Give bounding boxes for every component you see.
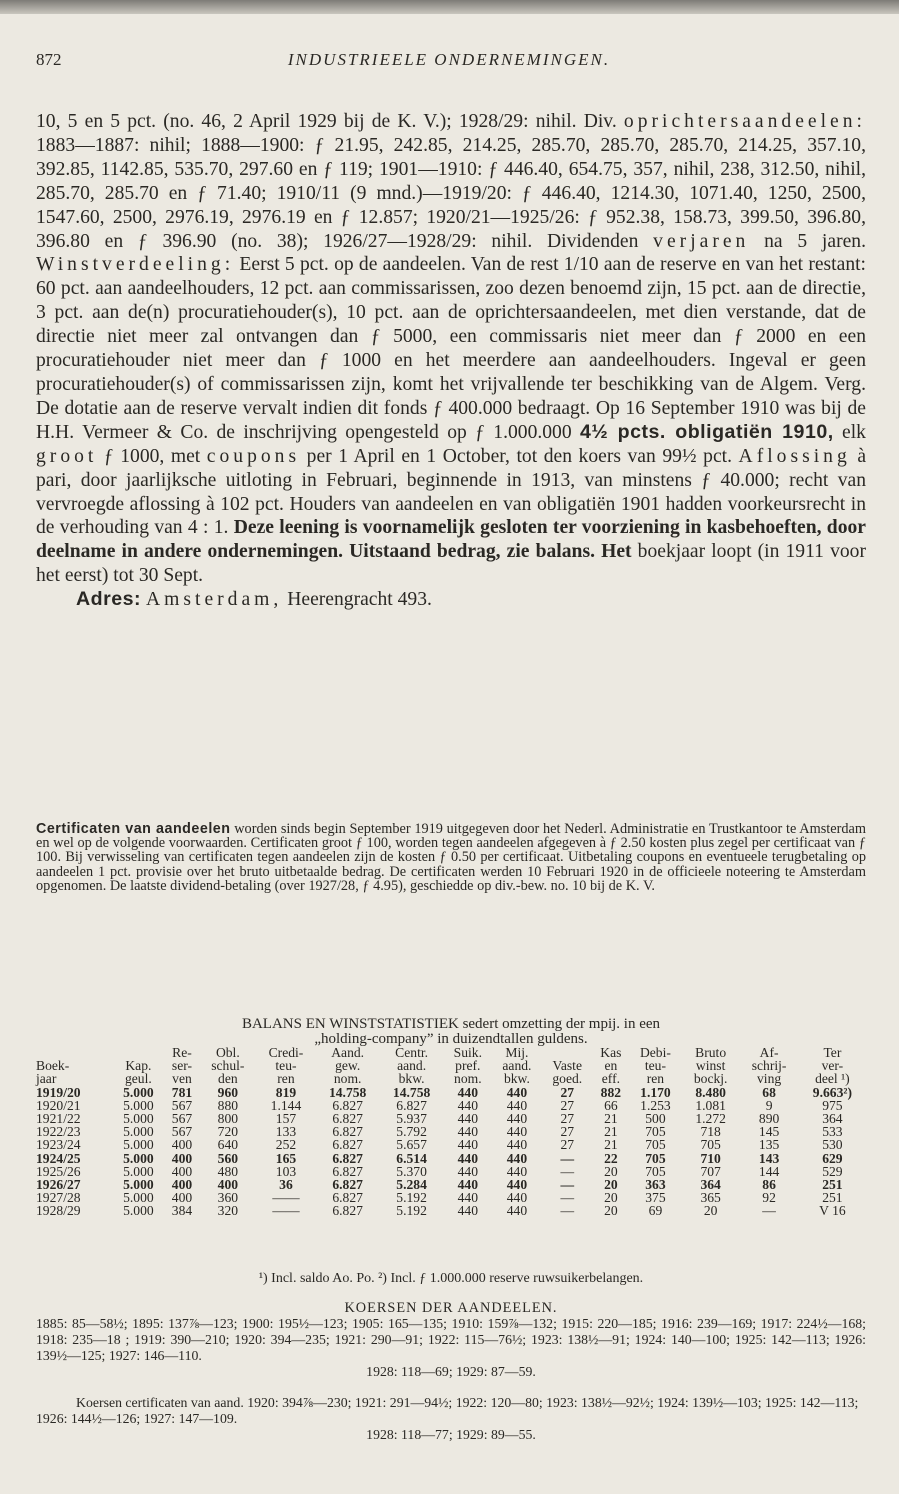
table-cell: 440: [457, 1084, 479, 1100]
certificates-section: [36, 822, 866, 893]
column-header: Boek-: [36, 1058, 70, 1074]
table-cell: 252: [275, 1137, 297, 1153]
column-header: ren: [277, 1071, 295, 1087]
column-header: geul.: [124, 1071, 152, 1087]
table-cell: 5.000: [123, 1203, 154, 1219]
table-cell: 567: [171, 1124, 193, 1140]
column-header: ven: [172, 1071, 192, 1087]
table-cell: 8.480: [695, 1084, 726, 1100]
table-cell: 1926/27: [36, 1177, 81, 1193]
address-label: Adres:: [76, 588, 142, 611]
table-cell: 533: [822, 1124, 843, 1140]
certificates-heading: Certificaten van aandeelen: [36, 821, 231, 837]
certificate-prices: Koersen certificaten van aand. 1920: 394⅞—230; 1921: 291—94½; 1922: 120—80; 1923: 138½—92½; 1924: 139½—103; 1925: 142—113; 1926: 144½—126; 1927: 147—109. 1928: 118—77; 1929: 89—55.: [36, 1395, 859, 1442]
table-cell: 6.827: [396, 1097, 427, 1113]
table-cell: 440: [506, 1203, 528, 1219]
table-cell: 440: [457, 1203, 479, 1219]
table-cell: 5.370: [396, 1163, 427, 1179]
table-cell: 705: [645, 1150, 666, 1166]
main-text: [36, 110, 866, 612]
address-line: [36, 588, 866, 612]
table-cell: 103: [275, 1163, 297, 1179]
column-header: Credi-: [268, 1045, 304, 1060]
table-row: [36, 1099, 866, 1112]
table-cell: 165: [275, 1150, 297, 1166]
table-cell: 21: [604, 1111, 618, 1127]
table-footnote: ¹) Incl. saldo Ao. Po. ²) Incl. ƒ 1.000.000 reserve ruwsuikerbelangen.: [258, 1271, 644, 1286]
table-cell: 5.000: [123, 1177, 154, 1193]
column-header: Bruto: [695, 1045, 727, 1060]
table-cell: 400: [171, 1150, 193, 1166]
table-cell: ——: [272, 1203, 300, 1219]
table-row: [36, 1086, 866, 1099]
column-header: Suik.: [453, 1045, 482, 1060]
column-header: ving: [757, 1071, 782, 1087]
table-cell: —: [560, 1203, 575, 1219]
table-cell: 6.827: [332, 1150, 363, 1166]
table-cell: 440: [457, 1137, 479, 1153]
column-header: pref.: [455, 1058, 481, 1074]
column-header: ver-: [821, 1058, 844, 1074]
column-header: Aand.: [331, 1045, 365, 1060]
table-cell: 6.827: [332, 1190, 363, 1206]
spaced-label: verjaren: [653, 230, 750, 252]
table-cell: 20: [604, 1177, 618, 1193]
column-header: bockj.: [693, 1071, 728, 1087]
stats-title: BALANS EN WINSTSTATISTIEK sedert omzetting der mpij. in een „holding-company” in duizendtallen guldens.: [241, 1016, 661, 1047]
table-cell: 819: [275, 1084, 297, 1100]
table-cell: 69: [648, 1203, 663, 1219]
table-cell: —: [560, 1177, 575, 1193]
table-cell: 14.758: [328, 1084, 367, 1100]
column-header: Debi-: [639, 1045, 671, 1060]
spaced-label: groot: [36, 445, 98, 467]
table-cell: 1928/29: [36, 1203, 81, 1219]
column-header: winst: [695, 1058, 726, 1074]
table-cell: 365: [700, 1190, 721, 1206]
table-cell: 440: [457, 1163, 479, 1179]
table-row: [36, 1152, 866, 1165]
table-cell: 1.144: [270, 1097, 302, 1113]
column-header: nom.: [454, 1071, 482, 1087]
table-cell: 157: [275, 1111, 297, 1127]
column-header: Ter: [823, 1045, 842, 1060]
table-cell: 27: [560, 1084, 575, 1100]
table-cell: 440: [457, 1097, 479, 1113]
table-cell: 364: [700, 1177, 721, 1193]
table-cell: ——: [272, 1190, 300, 1206]
table-cell: 440: [506, 1084, 528, 1100]
column-header: deel ¹): [815, 1071, 850, 1087]
spaced-label: Aflossing: [738, 445, 851, 467]
table-cell: 975: [822, 1097, 843, 1113]
table-cell: 529: [822, 1163, 843, 1179]
table-cell: 364: [822, 1111, 843, 1127]
table-row: [36, 1178, 866, 1191]
table-cell: 440: [506, 1111, 528, 1127]
table-cell: 27: [560, 1097, 575, 1113]
table-cell: 5.000: [123, 1163, 154, 1179]
table-cell: 5.000: [123, 1124, 154, 1140]
table-cell: 781: [171, 1084, 193, 1100]
table-cell: 27: [560, 1124, 575, 1140]
table-header-row: [36, 1046, 866, 1059]
column-header: Af-: [759, 1045, 779, 1060]
table-cell: 440: [457, 1190, 479, 1206]
table-cell: 5.192: [396, 1203, 427, 1219]
table-cell: 6.827: [332, 1177, 363, 1193]
table-cell: V 16: [819, 1203, 846, 1219]
table-cell: 400: [171, 1177, 193, 1193]
column-header: ser-: [171, 1058, 193, 1074]
table-cell: 6.827: [332, 1124, 363, 1140]
column-header: den: [218, 1071, 238, 1087]
column-header: Vaste: [552, 1058, 582, 1074]
page-header: [36, 50, 862, 76]
certificates-text: worden sinds begin September 1919 uitgegeven door het Nederl. Administratie en Trustkantoor te Amsterdam en wel op de volgende voorwaarden. Certificaten groot ƒ 100, worden tegen aandeelen afgegeven à ƒ 2.50 kosten plus zegel per certificaat van ƒ 100. Bij verwisseling van certificaten tegen aandeelen zijn de kosten ƒ 0.50 per certificaat. Uitbetaling coupons en eventueele terugbetaling op aandeelen 1 pct. provisie over het bruto uitbetaalde bedrag. De certificaten werden 10 Februari 1920 in de officieele noteering te Amsterdam opgenomen. De laatste dividend-betaling (over 1927/28, ƒ 4.95), geschiedde op div.-bew. no. 10 bij de K. V.: [36, 821, 866, 894]
table-cell: 5.284: [396, 1177, 427, 1193]
table-cell: 480: [217, 1163, 239, 1179]
column-header: bkw.: [503, 1071, 530, 1087]
table-cell: 5.000: [123, 1150, 154, 1166]
table-cell: 27: [560, 1111, 575, 1127]
table-row: [36, 1125, 866, 1138]
paragraph: 10, 5 en 5 pct. (no. 46, 2 April 1929 bij de K. V.); 1928/29: nihil. Div. oprichtersaandeelen: 1883—1887: nihil; 1888—1900: ƒ 21.95, 242.85, 214.25, 285.70, 285.70, 285.70, 214.25, 357.10, 392.85, 1142.85, 535.70, 297.60 en ƒ 119; 1901—1910: ƒ 446.40, 654.75, 357, nihil, 238, 312.50, nihil, 285.70, 285.70 en ƒ 71.40; 1910/11 (9 mnd.)—1919/20: ƒ 446.40, 1214.30, 1071.40, 1250, 2500, 1547.60, 2500, 2976.19, 2976.19 en ƒ 12.857; 1920/21—1925/26: ƒ 952.38, 158.73, 399.50, 396.80, 396.80 en ƒ 396.90 (no. 38); 1926/27—1928/29: nihil. Dividenden verjaren na 5 jaren. Winstverdeeling: Eerst 5 pct. op de aandeelen. Van de rest 1/10 aan de reserve en van het restant: 60 pct. aan aandeelhouders, 12 pct. aan commissarissen, zoo dezen benoemd zijn, 15 pct. aan de directie, 3 pct. aan de(n) procuratiehouder(s), 10 pct. aan de oprichtersaandeelen, met dien verstande, dat de directie niet meer zal ontvangen dan ƒ 5000, een commissaris niet meer dan ƒ 2000 en een procuratiehouder niet meer dan ƒ 1000 en het meerdere aan aandeelhouders. Ingeval er geen procuratiehouder(s) of commissarissen zijn, komt het vrijvallende ter beschikking van de Algem. Verg. De dotatie aan de reserve vervalt indien dit fonds ƒ 400.000 bedraagt. Op 16 September 1910 was bij de H.H. Vermeer & Co. de inschrijving opengesteld op ƒ 1.000.000 4½ pcts. obligatiën 1910, elk groot ƒ 1000, met coupons per 1 April en 1 October, tot den koers van 99½ pct. Aflossing à pari, door jaarlijksche uitloting in Februari, beginnende in 1913, van minstens ƒ 40.000; recht van vervroegde aflossing à 102 pct. Houders van aandeelen en van obligatiën 1901 hadden voorkeursrecht in de verhouding van 4 : 1. Deze leening is voornamelijk gesloten ter voorziening in kasbehoeften, door deelname in andere ondernemingen. Uitstaand bedrag, zie balans. Het boekjaar loopt (in 1911 voor het eerst) tot 30 Sept.: [36, 111, 867, 587]
table-cell: 1.170: [640, 1084, 671, 1100]
table-cell: 135: [758, 1137, 780, 1153]
table-cell: 20: [604, 1163, 618, 1179]
table-cell: 21: [604, 1124, 618, 1140]
table-cell: 5.000: [123, 1111, 154, 1127]
table-header-row: [36, 1072, 866, 1085]
table-row: [36, 1204, 866, 1217]
table-cell: 144: [758, 1163, 780, 1179]
table-cell: 5.000: [123, 1137, 154, 1153]
table-cell: 1923/24: [36, 1137, 81, 1153]
table-cell: 363: [645, 1177, 666, 1193]
table-cell: 6.827: [332, 1137, 363, 1153]
table-cell: 440: [506, 1097, 528, 1113]
table-cell: 375: [645, 1190, 666, 1206]
table-cell: 27: [560, 1137, 575, 1153]
table-cell: 20: [703, 1203, 718, 1219]
table-cell: 6.827: [332, 1203, 363, 1219]
table-cell: 710: [700, 1150, 721, 1166]
table-cell: 880: [217, 1097, 239, 1113]
share-prices-title: KOERSEN DER AANDEELEN.: [344, 1300, 558, 1316]
column-header: Kap.: [125, 1058, 152, 1074]
table-cell: 5.792: [396, 1124, 427, 1140]
table-cell: 707: [700, 1163, 721, 1179]
column-header: schrij-: [751, 1058, 787, 1074]
running-title: INDUSTRIEELE ONDERNEMINGEN.: [287, 50, 611, 69]
column-header: Kas: [600, 1045, 622, 1060]
column-header: teu-: [275, 1058, 297, 1074]
column-header: Mij.: [505, 1045, 529, 1060]
table-cell: 440: [506, 1177, 528, 1193]
spaced-label: coupons: [206, 445, 301, 467]
table-cell: 320: [217, 1203, 239, 1219]
table-cell: 21: [604, 1137, 618, 1153]
column-header: Centr.: [395, 1045, 429, 1060]
spaced-label: Winstverdeeling:: [36, 254, 235, 276]
table-cell: 6.827: [332, 1097, 363, 1113]
column-header: Re-: [172, 1045, 192, 1060]
table-cell: —: [762, 1203, 776, 1219]
scan-edge: [0, 0, 899, 14]
table-cell: 500: [645, 1111, 666, 1127]
table-cell: 705: [645, 1137, 666, 1153]
table-cell: —: [560, 1150, 575, 1166]
table-header-row: [36, 1059, 866, 1072]
column-header: teu-: [644, 1058, 666, 1074]
table-cell: 567: [171, 1111, 193, 1127]
table-cell: 1920/21: [36, 1097, 81, 1113]
table-cell: 6.827: [332, 1111, 363, 1127]
table-cell: —: [560, 1190, 575, 1206]
table-cell: 92: [762, 1190, 776, 1206]
table-cell: 68: [762, 1084, 776, 1100]
table-cell: 5.657: [396, 1137, 427, 1153]
table-cell: 5.000: [123, 1190, 154, 1206]
table-cell: 440: [506, 1137, 528, 1153]
column-header: nom.: [333, 1071, 362, 1087]
share-prices: 1885: 85—58½; 1895: 137⅞—123; 1900: 195½—123; 1905: 165—135; 1910: 159⅞—132; 1915: 220—185; 1916: 239—169; 1917: 224½—168; 1918: 235—18 ; 1919: 390—210; 1920: 394—235; 1921: 290—91; 1922: 115—76½; 1923: 138½—91; 1924: 140—100; 1925: 142—113; 1926: 139½—125; 1927: 146—110. 1928: 118—69; 1929: 87—59.: [36, 1316, 866, 1379]
table-cell: 251: [822, 1177, 843, 1193]
table-cell: 440: [506, 1150, 528, 1166]
table-cell: 143: [758, 1150, 780, 1166]
table-cell: 5.000: [123, 1084, 154, 1100]
table-cell: 890: [758, 1111, 780, 1127]
table-row: [36, 1112, 866, 1125]
table-cell: 20: [604, 1190, 618, 1206]
table-cell: 567: [171, 1097, 193, 1113]
table-cell: 251: [822, 1190, 843, 1206]
table-cell: 718: [700, 1124, 721, 1140]
table-cell: 400: [171, 1190, 193, 1206]
spaced-label: oprichtersaandeelen:: [623, 111, 866, 132]
table-cell: 1921/22: [36, 1111, 81, 1127]
column-header: gew.: [335, 1058, 361, 1074]
address-city: Amsterdam,: [145, 589, 283, 611]
table-cell: 66: [604, 1097, 618, 1113]
column-header: eff.: [601, 1071, 620, 1087]
table-cell: 640: [217, 1137, 239, 1153]
table-cell: 720: [217, 1124, 239, 1140]
table-cell: 9.663²): [812, 1084, 852, 1100]
table-cell: 400: [217, 1177, 239, 1193]
table-cell: 629: [822, 1150, 843, 1166]
table-cell: 800: [217, 1111, 239, 1127]
address-street: Heerengracht 493.: [287, 589, 432, 611]
table-cell: 1919/20: [36, 1084, 81, 1100]
table-cell: 440: [457, 1111, 479, 1127]
table-cell: 22: [604, 1150, 618, 1166]
table-row: [36, 1138, 866, 1151]
balance-table: [36, 1046, 866, 1218]
table-cell: 86: [762, 1177, 776, 1193]
table-cell: 960: [217, 1084, 239, 1100]
column-header: aand.: [502, 1058, 532, 1074]
table-cell: 1922/23: [36, 1124, 81, 1140]
table-cell: 1.272: [695, 1111, 726, 1127]
column-header: en: [604, 1058, 618, 1074]
table-row: [36, 1165, 866, 1178]
table-cell: 5.000: [123, 1097, 154, 1113]
table-cell: 360: [217, 1190, 239, 1206]
column-header: jaar: [36, 1071, 57, 1087]
column-header: Obl.: [215, 1045, 240, 1060]
table-cell: 133: [275, 1124, 297, 1140]
table-cell: 440: [457, 1177, 479, 1193]
table-cell: 440: [457, 1124, 479, 1140]
table-cell: 440: [506, 1124, 528, 1140]
table-cell: 400: [171, 1137, 193, 1153]
column-header: ren: [646, 1071, 665, 1087]
table-cell: 384: [171, 1203, 193, 1219]
table-cell: 145: [758, 1124, 780, 1140]
table-cell: 36: [279, 1177, 293, 1193]
column-header: bkw.: [398, 1071, 425, 1087]
table-cell: 560: [217, 1150, 239, 1166]
table-cell: 705: [645, 1124, 666, 1140]
table-cell: 20: [604, 1203, 618, 1219]
column-header: schul-: [211, 1058, 245, 1074]
page-number: 872: [36, 50, 62, 69]
table-row: [36, 1191, 866, 1204]
table-cell: 440: [457, 1150, 479, 1166]
table-cell: 1924/25: [36, 1150, 81, 1166]
table-cell: 6.514: [396, 1150, 427, 1166]
table-cell: 705: [700, 1137, 721, 1153]
table-cell: 1.253: [640, 1097, 671, 1113]
table-cell: 440: [506, 1190, 528, 1206]
table-cell: 14.758: [392, 1084, 431, 1100]
bond-heading: 4½ pcts. obligatiën 1910,: [580, 420, 834, 443]
table-cell: 6.827: [332, 1163, 363, 1179]
table-cell: 400: [171, 1163, 193, 1179]
table-cell: —: [560, 1163, 575, 1179]
table-cell: 5.937: [396, 1111, 427, 1127]
table-cell: 440: [506, 1163, 528, 1179]
column-header: goed.: [552, 1071, 583, 1087]
table-cell: 705: [645, 1163, 666, 1179]
table-cell: 882: [600, 1084, 622, 1100]
table-cell: 1925/26: [36, 1163, 81, 1179]
table-cell: 1927/28: [36, 1190, 81, 1206]
column-header: aand.: [397, 1058, 427, 1074]
table-cell: 530: [822, 1137, 843, 1153]
table-cell: 9: [765, 1097, 773, 1113]
table-cell: 1.081: [695, 1097, 726, 1113]
table-cell: 5.192: [396, 1190, 427, 1206]
